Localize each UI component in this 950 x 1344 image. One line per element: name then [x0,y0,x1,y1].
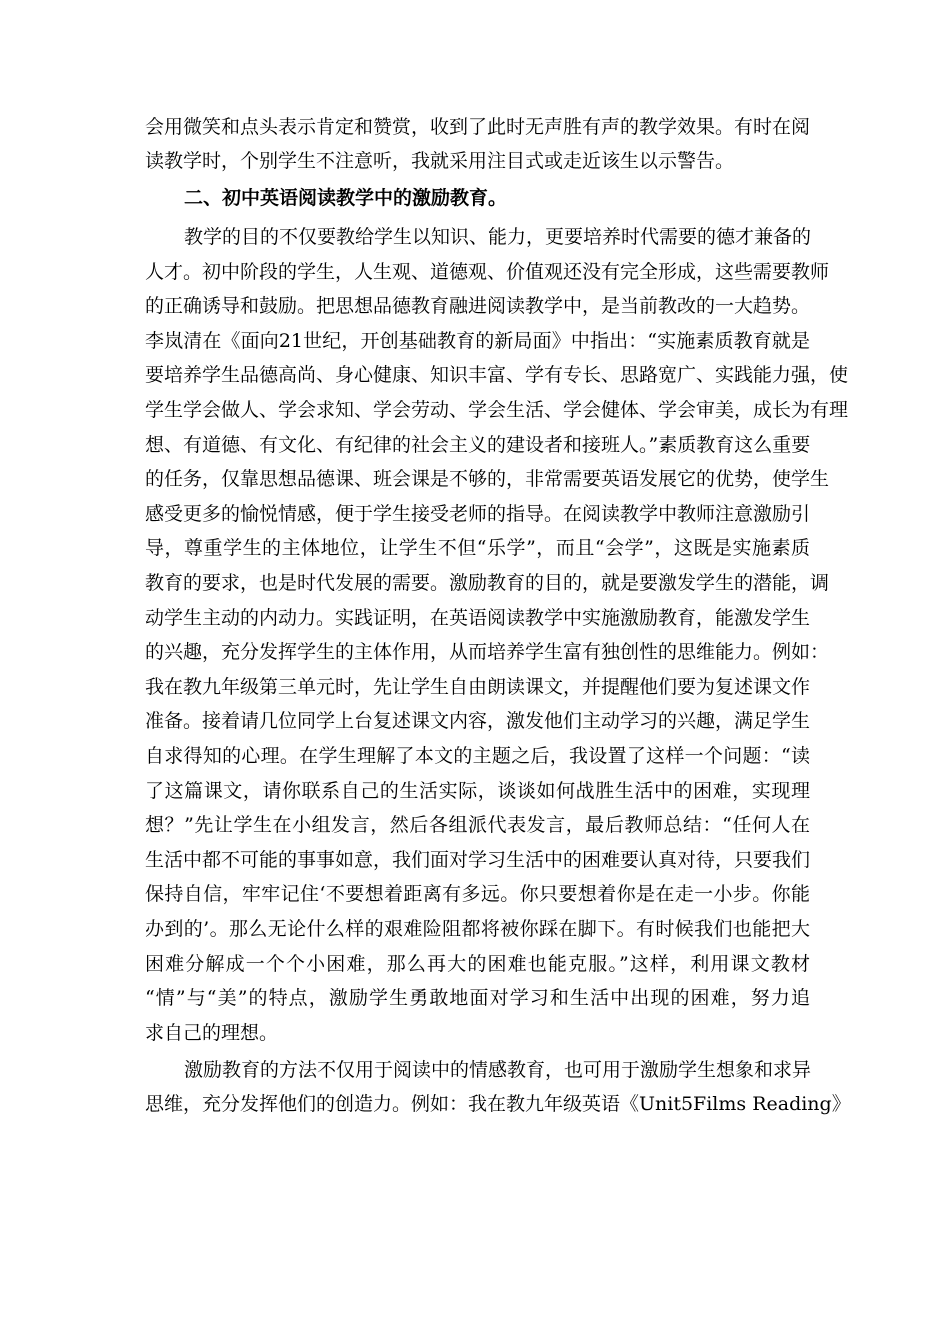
text-line: 要培养学生品德高尚、身心健康、知识丰富、学有专长、思路宽广、实践能力强，使 [145,364,849,386]
text-line: 求自己的理想。 [145,1022,279,1044]
text-line: 我在教九年级第三单元时，先让学生自由朗读课文，并提醒他们要为复述课文作 [145,676,811,698]
text-line: 会用微笑和点头表示肯定和赞赏，收到了此时无声胜有声的教学效果。有时在阅 [145,116,811,138]
text-line: 思维，充分发挥他们的创造力。例如：我在教九年级英语《Unit5Films Reading》 [145,1093,851,1115]
text-line: 李岚清在《面向21世纪，开创基础教育的新局面》中指出：“实施素质教育就是 [145,330,810,352]
text-line: 办到的’。那么无论什么样的艰难险阻都将被你踩在脚下。有时候我们也能把大 [145,918,810,940]
text-line: 动学生主动的内动力。实践证明，在英语阅读教学中实施激励教育，能激发学生 [145,607,811,629]
text-line: 自求得知的心理。在学生理解了本文的主题之后，我设置了这样一个问题：“读 [145,745,810,767]
section-heading: 二、初中英语阅读教学中的激励教育。 [184,187,508,209]
text-line: 感受更多的愉悦情感，便于学生接受老师的指导。在阅读教学中教师注意激励引 [145,503,811,525]
text-line: 导，尊重学生的主体地位，让学生不但“乐学”，而且“会学”，这既是实施素质 [145,537,810,559]
text-line: “情”与“美”的特点，激励学生勇敢地面对学习和生活中出现的困难，努力追 [145,987,810,1009]
text-line: 准备。接着请几位同学上台复述课文内容，激发他们主动学习的兴趣，满足学生 [145,710,811,732]
text-line: 了这篇课文，请你联系自己的生活实际，谈谈如何战胜生活中的困难，实现理 [145,780,810,802]
text-line: 的正确诱导和鼓励。把思想品德教育融进阅读教学中，是当前教改的一大趋势。 [145,295,811,317]
text-line: 读教学时，个别学生不注意听，我就采用注目式或走近该生以示警告。 [145,150,735,172]
text-line: 困难分解成一个个小困难，那么再大的困难也能克服。”这样，利用课文教材 [145,953,810,975]
text-line: 学生学会做人、学会求知、学会劳动、学会生活、学会健体、学会审美，成长为有理 [145,399,849,421]
text-line: 激励教育的方法不仅用于阅读中的情感教育，也可用于激励学生想象和求异 [184,1059,812,1081]
text-line: 人才。初中阶段的学生，人生观、道德观、价值观还没有完全形成，这些需要教师 [145,261,830,283]
text-line: 教育的要求，也是时代发展的需要。激励教育的目的，就是要激发学生的潜能，调 [145,572,830,594]
text-line: 保持自信，牢牢记住‘不要想着距离有多远。你只要想着你是在走一小步。你能 [145,883,810,905]
text-line: 生活中都不可能的事事如意，我们面对学习生活中的困难要认真对待，只要我们 [145,849,811,871]
text-line: 教学的目的不仅要教给学生以知识、能力，更要培养时代需要的德才兼备的 [184,226,812,248]
text-line: 想？”先让学生在小组发言，然后各组派代表发言，最后教师总结：“任何人在 [145,814,810,836]
text-line: 的任务，仅靠思想品德课、班会课是不够的，非常需要英语发展它的优势，使学生 [145,468,830,490]
text-line: 的兴趣，充分发挥学生的主体作用，从而培养学生富有独创性的思维能力。例如： [145,641,830,663]
text-line: 想、有道德、有文化、有纪律的社会主义的建设者和接班人。”素质教育这么重要 [145,434,811,456]
